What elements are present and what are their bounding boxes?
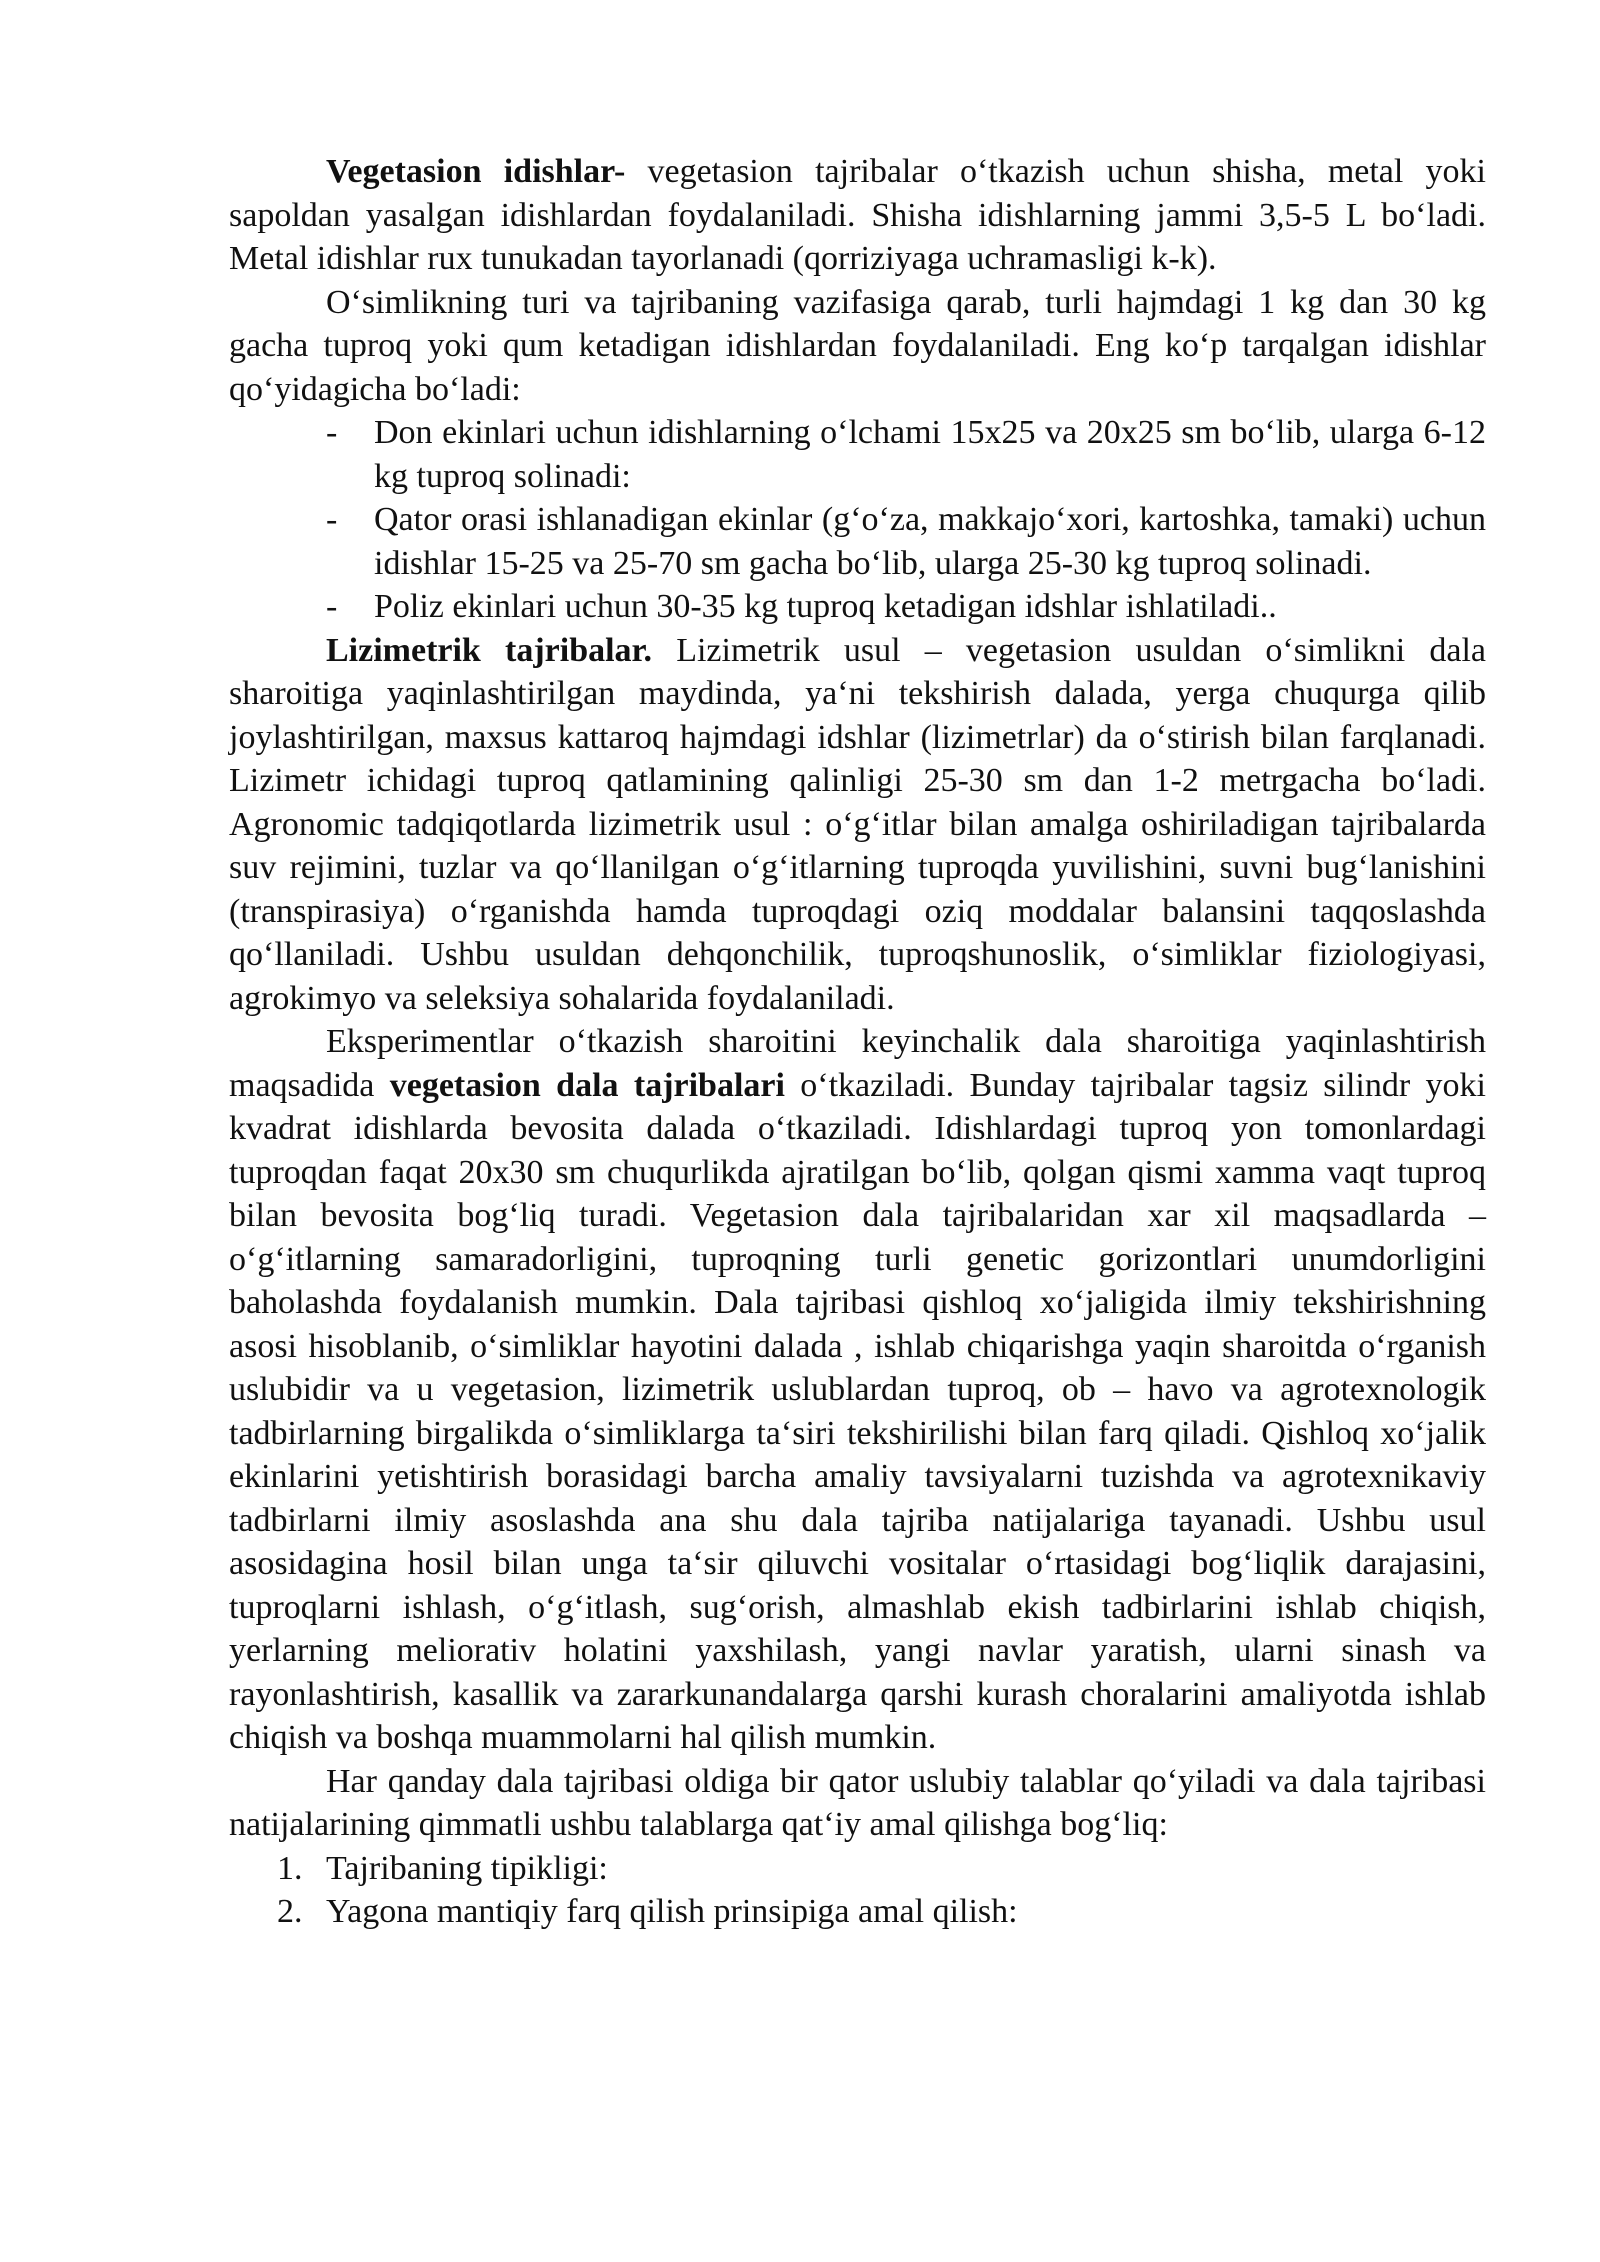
term-vegetasion-idishlar: Vegetasion idishlar- bbox=[326, 153, 626, 190]
list-item bbox=[229, 498, 1486, 585]
list-marker: - bbox=[326, 588, 338, 625]
paragraph-text: Har qanday dala tajribasi oldiga bir qator uslubiy talablar qo‘yiladi va dala tajribasi natijalarining qimmatli ushbu talablarga qat‘iy amal qilishga bog‘liq: bbox=[229, 1762, 1486, 1843]
list-marker: 2. bbox=[277, 1893, 303, 1930]
numbered-list bbox=[229, 1847, 1486, 1934]
list-item bbox=[229, 1890, 1486, 1934]
term-lizimetrik-tajribalar: Lizimetrik tajribalar. bbox=[326, 631, 653, 669]
list-item-text: Yagona mantiqiy farq qilish prinsipiga amal qilish: bbox=[326, 1893, 1018, 1930]
term-vegetasion-dala-tajribalari: vegetasion dala tajribalari bbox=[389, 1066, 785, 1104]
list-item bbox=[229, 585, 1486, 629]
paragraph-text: O‘simlikning turi va tajribaning vazifasiga qarab, turli hajmdagi 1 kg dan 30 kg gacha tuproq yoki qum ketadigan idishlardan foydalaniladi. Eng ko‘p tarqalgan idishlar qo‘yidagicha bo‘ladi: bbox=[229, 283, 1486, 408]
paragraph-uslubiy-talablar bbox=[229, 1760, 1486, 1847]
list-marker: - bbox=[326, 501, 338, 538]
paragraph-idish-hajmi bbox=[229, 281, 1486, 412]
paragraph-lizimetrik-tajribalar bbox=[229, 629, 1486, 1021]
list-item-text: Tajribaning tipikligi: bbox=[326, 1849, 608, 1887]
list-item bbox=[229, 1847, 1486, 1891]
list-item-text: Don ekinlari uchun idishlarning o‘lchami 15x25 va 20x25 sm bo‘lib, ularga 6-12 kg tuproq solinadi: bbox=[374, 414, 1486, 495]
list-marker: 1. bbox=[277, 1849, 303, 1887]
paragraph-text-before: Eksperimentlar o‘tkazish sharoitini keyinchalik dala sharoitiga yaqinlashtirish maqsadida bbox=[229, 1023, 1486, 1104]
list-item-text: Poliz ekinlari uchun 30-35 kg tuproq ketadigan idshlar ishlatiladi.. bbox=[374, 588, 1277, 625]
document-page bbox=[229, 150, 1486, 1934]
paragraph-text-after: o‘tkaziladi. Bunday tajribalar tagsiz silindr yoki kvadrat idishlarda bevosita dalada o‘tkaziladi. Idishlardagi tuproq yon tomonlardagi tuproqdan faqat 20x30 sm chuqurlikda ajratilgan bo‘lib, qolgan qismi xamma vaqt tuproq bilan bevosita bog‘liq turadi. Vegetasion dala tajribalaridan xar xil maqsadlarda – o‘g‘itlarning samaradorligini, tuproqning turli genetic gorizontlari unumdorligini baholashda foydalanish mumkin. Dala tajribasi qishloq xo‘jaligida ilmiy tekshirishning asosi hisoblanib, o‘simliklar hayotini dalada , ishlab chiqarishga yaqin sharoitda o‘rganish uslubidir va u vegetasion, lizimetrik uslublardan tuproq, ob – havo va agrotexnologik tadbirlarning birgalikda o‘simliklarga ta‘siri tekshirilishi bilan farq qiladi. Qishloq xo‘jalik ekinlarini yetishtirish borasidagi barcha amaliy tavsiyalarni tuzishda va agrotexnikaviy tadbirlarni ilmiy asoslashda ana shu dala tajriba natijalariga tayanadi. Ushbu usul asosidagina hosil bilan unga ta‘sir qiluvchi vositalar o‘rtasidagi bog‘liqlik darajasini, tuproqlarni ishlash, o‘g‘itlash, sug‘orish, almashlab ekish tadbirlarini ishlab chiqish, yerlarning meliorativ holatini yaxshilash, yangi navlar yaratish, ularni sinash va rayonlashtirish, kasallik va zararkunandalarga qarshi kurash choralarini amaliyotda ishlab chiqish va boshqa muammolarni hal qilish mumkin. bbox=[229, 1066, 1486, 1756]
paragraph-text: vegetasion tajribalar o‘tkazish uchun shisha, metal yoki sapoldan yasalgan idishlardan foydalaniladi. Shisha idishlarning jammi 3,5-5 L bo‘ladi. Metal idishlar rux tunukadan tayorlanadi (qorriziyaga uchramasligi k-k). bbox=[229, 153, 1486, 277]
paragraph-text: Lizimetrik usul – vegetasion usuldan o‘simlikni dala sharoitiga yaqinlashtirilgan maydinda, ya‘ni tekshirish dalada, yerga chuqurga qilib joylashtirilgan, maxsus kattaroq hajmdagi idshlar (lizimetrlar) da o‘stirish bilan farqlanadi. Lizimetr ichidagi tuproq qatlamining qalinligi 25-30 sm dan 1-2 metrgacha bo‘ladi. Agronomic tadqiqotlarda lizimetrik usul : o‘g‘itlar bilan amalga oshiriladigan tajribalarda suv rejimini, tuzlar va qo‘llanilgan o‘g‘itlarning tuproqda yuvilishini, suvni bug‘lanishini (transpirasiya) o‘rganishda hamda tuproqdagi oziq moddalar balansini taqqoslashda qo‘llaniladi. Ushbu usuldan dehqonchilik, tuproqshunoslik, o‘simliklar fiziologiyasi, agrokimyo va seleksiya sohalarida foydalaniladi. bbox=[229, 631, 1486, 1017]
list-item bbox=[229, 411, 1486, 498]
list-item-text: Qator orasi ishlanadigan ekinlar (g‘o‘za, makkajo‘xori, kartoshka, tamaki) uchun idishlar 15-25 va 25-70 sm gacha bo‘lib, ularga 25-30 kg tuproq solinadi. bbox=[374, 501, 1486, 582]
paragraph-vegetasion-dala-tajribalari bbox=[229, 1020, 1486, 1760]
list-marker: - bbox=[326, 414, 338, 451]
dash-list bbox=[229, 411, 1486, 629]
paragraph-vegetasion-idishlar bbox=[229, 150, 1486, 281]
